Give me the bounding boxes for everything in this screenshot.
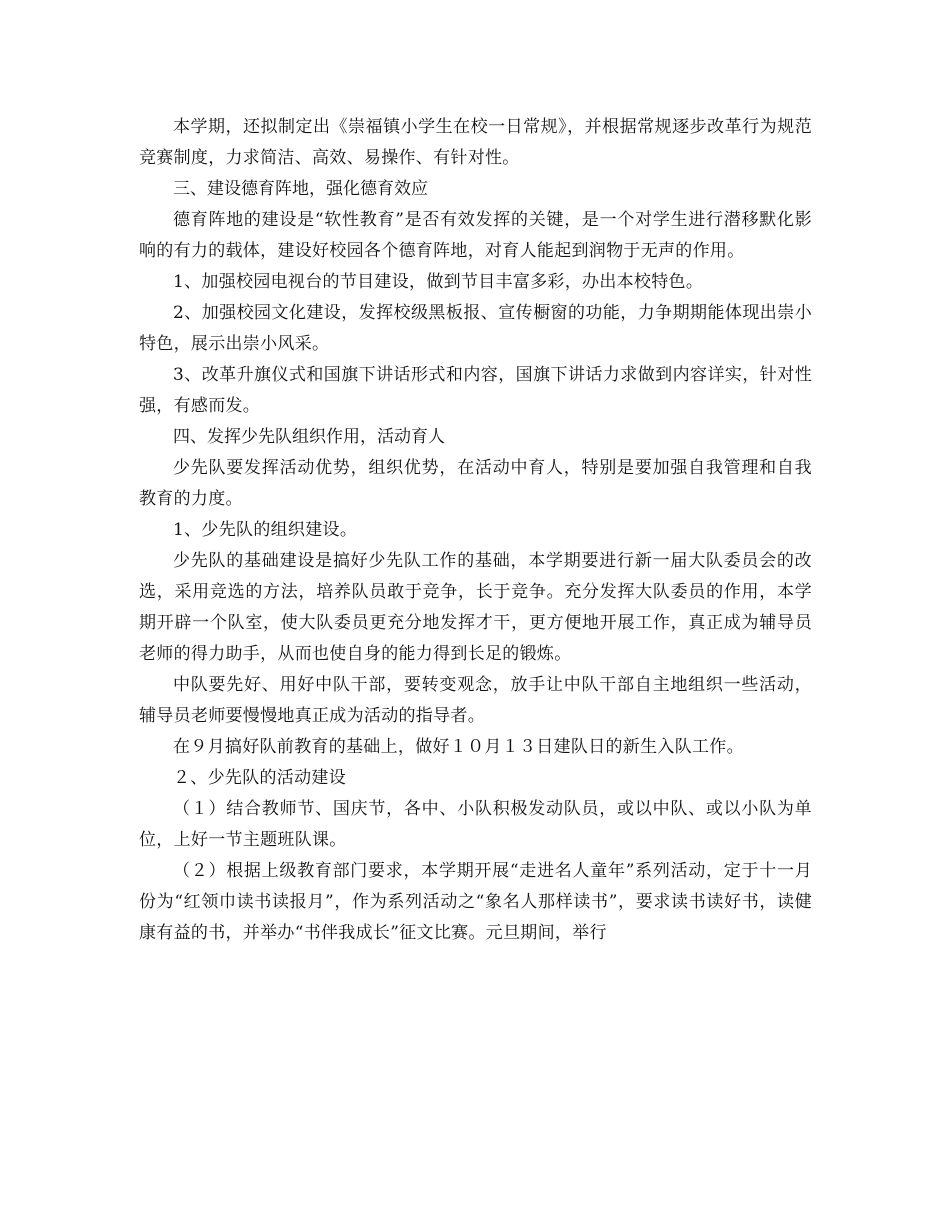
- section-heading-3: 三、建设德育阵地，强化德育效应: [173, 179, 428, 199]
- section-heading-4: 四、发挥少先队组织作用，活动育人: [173, 427, 445, 447]
- list-item-flag-ceremony: 3、改革升旗仪式和国旗下讲话形式和内容，国旗下讲话力求做到内容详实，针对性强，有感而发。: [139, 365, 812, 416]
- document-page: [139, 112, 812, 949]
- list-item-reading-month: （２）根据上级教育部门要求，本学期开展“走进名人童年”系列活动，定于十一月份为“红领巾读书读报月”，作为系列活动之“象名人那样读书”，要求读书读好书，读健康有益的书，并举办“书伴我成长”征文比赛。元旦期间，举行: [139, 861, 812, 943]
- paragraph-new-members: 在９月搞好队前教育的基础上，做好１０月１３日建队日的新生入队工作。: [173, 737, 744, 757]
- paragraph-squad-cadres: 中队要先好、用好中队干部，要转变观念，放手让中队干部自主地组织一些活动，辅导员老师要慢慢地真正成为活动的指导者。: [139, 675, 812, 726]
- paragraph-moral-base: 德育阵地的建设是“软性教育”是否有效发挥的关键，是一个对学生进行潜移默化影响的有力的载体，建设好校园各个德育阵地，对育人能起到润物于无声的作用。: [139, 210, 812, 261]
- subheading-activities: ２、少先队的活动建设: [173, 768, 346, 788]
- list-item-theme-class: （１）结合教师节、国庆节，各中、小队积极发动队员，或以中队、或以小队为单位，上好一节主题班队课。: [139, 799, 812, 850]
- list-item-campus-culture: 2、加强校园文化建设，发挥校级黑板报、宣传橱窗的功能，力争期期能体现出崇小特色，展示出崇小风采。: [139, 303, 812, 354]
- paragraph-pioneers-intro: 少先队要发挥活动优势，组织优势，在活动中育人，特别是要加强自我管理和自我教育的力度。: [139, 458, 812, 509]
- subheading-organization: 1、少先队的组织建设。: [173, 520, 358, 540]
- paragraph-brigade-committee: 少先队的基础建设是搞好少先队工作的基础，本学期要进行新一届大队委员会的改选，采用竞选的方法，培养队员敢于竞争，长于竞争。充分发挥大队委员的作用，本学期开辟一个队室，使大队委员更充分地发挥才干，更方便地开展工作，真正成为辅导员老师的得力助手，从而也使自身的能力得到长足的锻炼。: [139, 551, 812, 664]
- paragraph-routine: 本学期，还拟制定出《崇福镇小学生在校一日常规》，并根据常规逐步改革行为规范竞赛制度，力求简洁、高效、易操作、有针对性。: [139, 117, 812, 168]
- list-item-tv-station: 1、加强校园电视台的节目建设，做到节目丰富多彩，办出本校特色。: [173, 272, 704, 292]
